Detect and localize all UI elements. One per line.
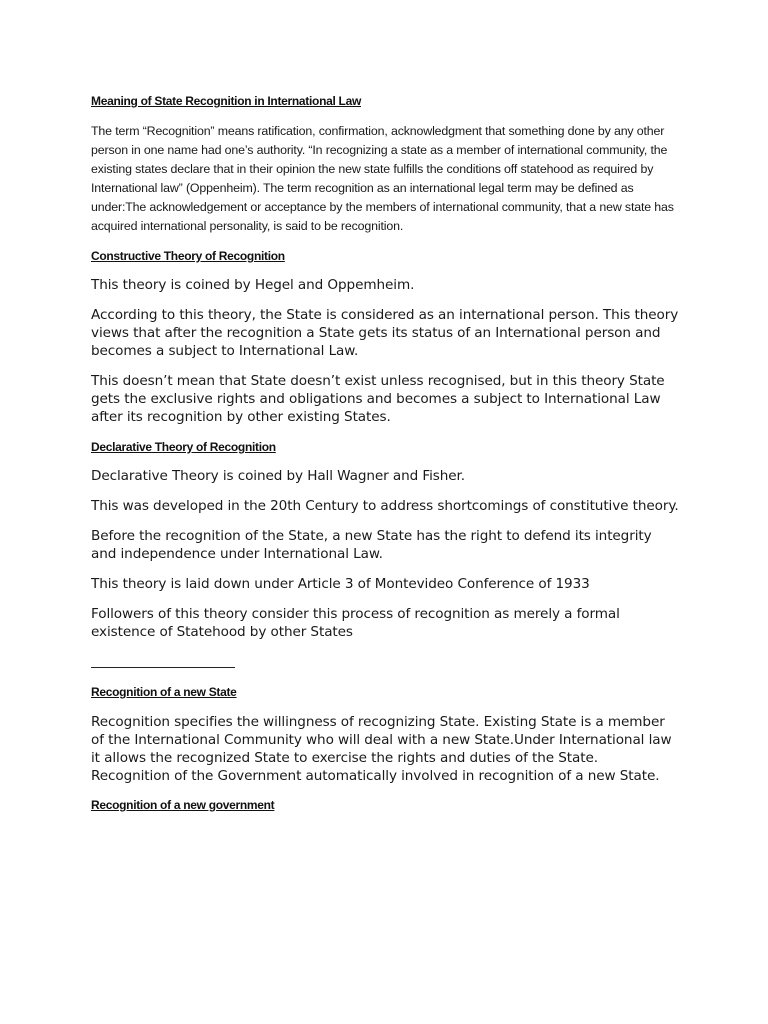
- paragraph-declarative-montevideo: This theory is laid down under Article 3 of Montevideo Conference of 1933: [91, 576, 590, 592]
- section-heading-constructive: Constructive Theory of Recognition: [91, 249, 285, 263]
- document-body: [91, 93, 681, 813]
- paragraph-declarative-coined: Declarative Theory is coined by Hall Wagner and Fisher.: [91, 468, 465, 484]
- section-heading-meaning: Meaning of State Recognition in International Law: [91, 94, 361, 108]
- paragraph-recognition-meaning: The term “Recognition” means ratification, confirmation, acknowledgment that something done by any other person in one name had one’s authority. “In recognizing a state as a member of international community, the existing states declare that in their opinion the new state fulfills the conditions off statehood as required by International law” (Oppenheim). The term recognition as an international legal term may be defined as under:The acknowledgement or acceptance by the members of international community, that a new state has acquired international personality, is said to be recognition.: [91, 124, 674, 233]
- paragraph-declarative-developed: This was developed in the 20th Century to address shortcomings of constitutive theory.: [91, 498, 679, 514]
- paragraph-constructive-coined: This theory is coined by Hegel and Oppemheim.: [91, 277, 415, 293]
- paragraph-constructive-existence: This doesn’t mean that State doesn’t exist unless recognised, but in this theory State gets the exclusive rights and obligations and becomes a subject to International Law after its recognition by other existing States.: [91, 373, 665, 425]
- paragraph-new-state: Recognition specifies the willingness of recognizing State. Existing State is a member of the International Community who will deal with a new State.Under International law it allows the recognized State to exercise the rights and duties of the State. Recognition of the Government automatically involved in recognition of a new State.: [91, 714, 672, 784]
- paragraph-constructive-definition: According to this theory, the State is considered as an international person. This theory views that after the recognition a State gets its status of an International person and becomes a subject to International Law.: [91, 307, 679, 359]
- section-heading-new-state: Recognition of a new State: [91, 685, 237, 699]
- section-heading-declarative: Declarative Theory of Recognition: [91, 440, 276, 454]
- footnote-separator: [91, 667, 235, 668]
- paragraph-declarative-followers: Followers of this theory consider this process of recognition as merely a formal existence of Statehood by other States: [91, 606, 620, 640]
- section-heading-new-government: Recognition of a new government: [91, 798, 275, 812]
- paragraph-declarative-rights: Before the recognition of the State, a new State has the right to defend its integrity and independence under International Law.: [91, 528, 652, 562]
